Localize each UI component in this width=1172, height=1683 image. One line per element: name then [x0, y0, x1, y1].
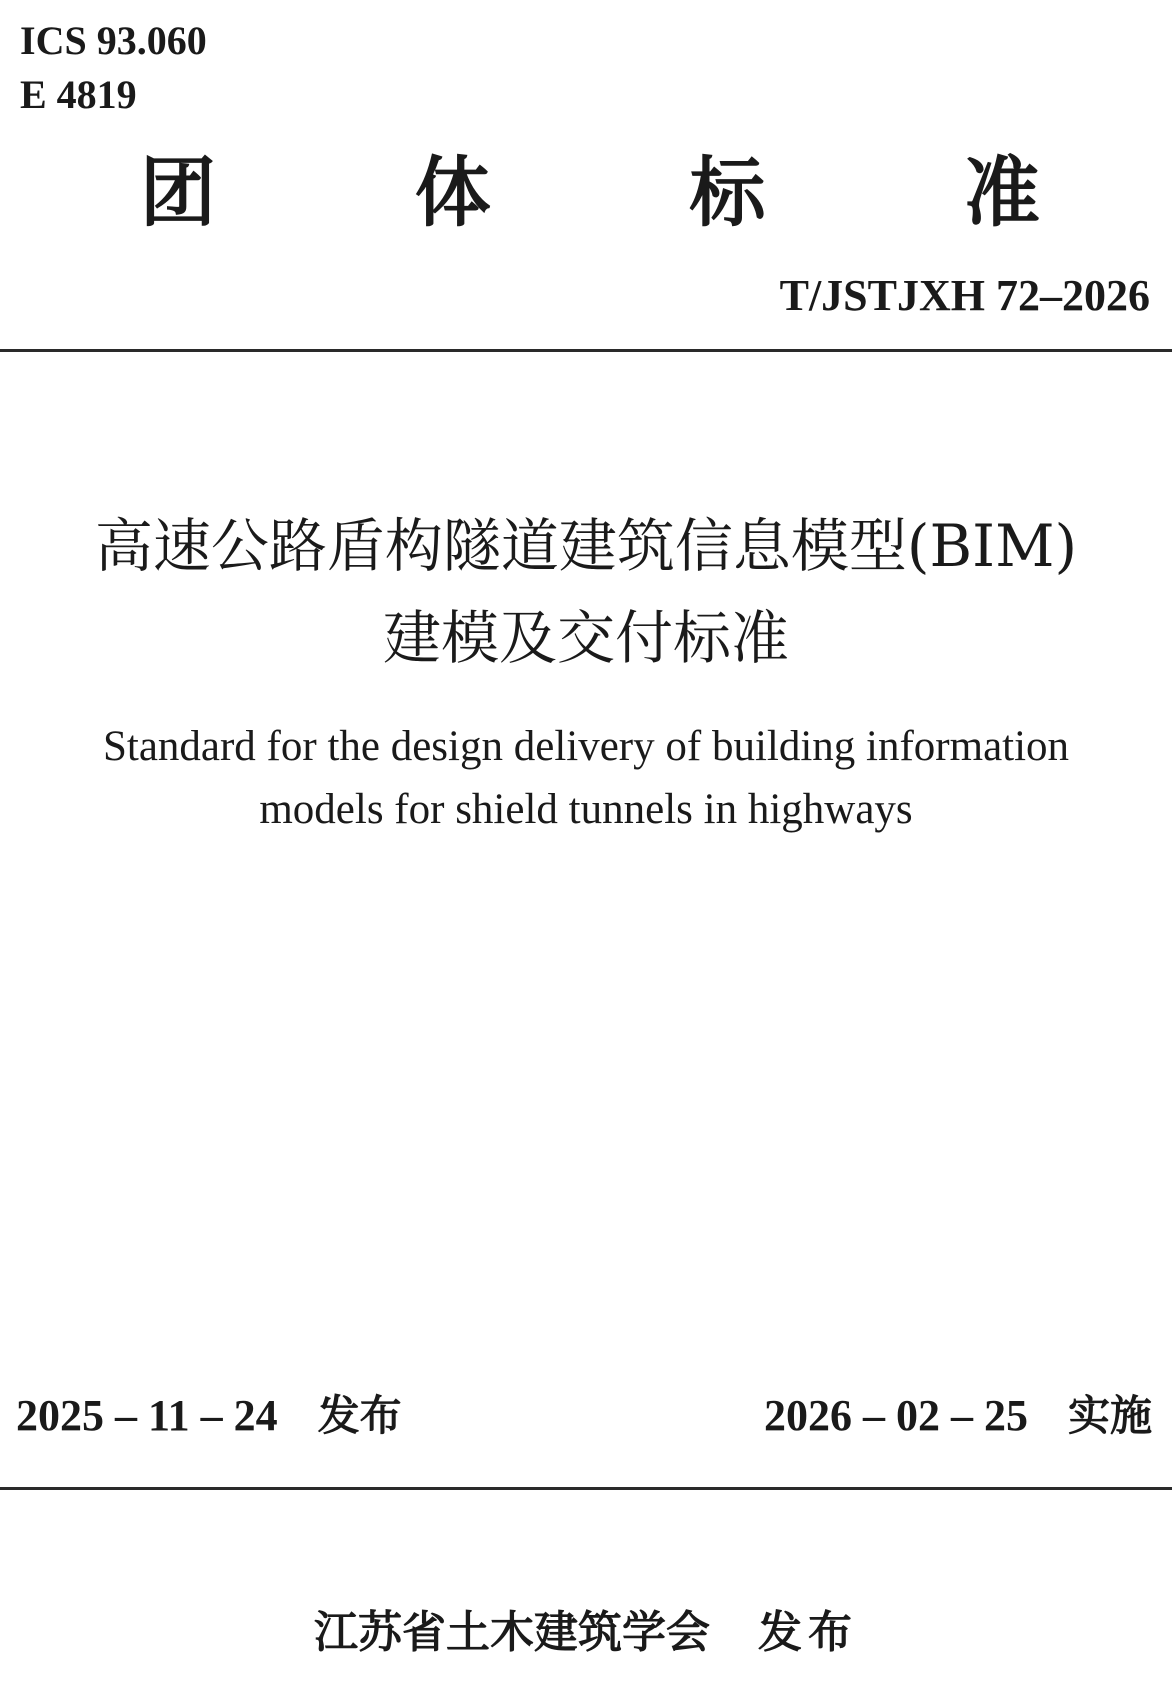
- issue-label: 发布: [317, 1391, 402, 1440]
- publisher-line: [0, 1605, 1172, 1661]
- document-type-title: [140, 148, 1040, 238]
- english-title-line: models for shield tunnels in highways: [259, 786, 913, 833]
- english-title-line: Standard for the design delivery of building information: [102, 723, 1070, 770]
- effective-label: 实施: [1067, 1391, 1152, 1440]
- category-code: E 4819: [20, 72, 137, 117]
- footer-divider: [0, 1487, 1172, 1490]
- type-char: 体: [414, 148, 491, 237]
- publish-label: 发布: [758, 1607, 858, 1658]
- type-char: 准: [963, 148, 1040, 237]
- type-char: 团: [140, 148, 216, 237]
- chinese-title-line: 高速公路盾构隧道建筑信息模型(BIM): [94, 512, 1078, 580]
- effective-date: 2026 – 02 – 25: [763, 1391, 1028, 1440]
- english-title: [0, 715, 1172, 841]
- issue-date: 2025 – 11 – 24: [16, 1391, 278, 1440]
- classification-codes: [20, 14, 207, 122]
- ics-code: ICS 93.060: [20, 18, 207, 63]
- chinese-title-line: 建模及交付标准: [382, 604, 789, 672]
- type-char: 标: [689, 148, 766, 237]
- issue-date-block: [16, 1388, 402, 1444]
- header-divider: [0, 349, 1172, 352]
- standard-number: T/JSTJXH 72–2026: [779, 271, 1150, 320]
- chinese-title: [0, 500, 1172, 684]
- publisher-name: 江苏省土木建筑学会: [314, 1607, 710, 1658]
- effective-date-block: [764, 1388, 1152, 1444]
